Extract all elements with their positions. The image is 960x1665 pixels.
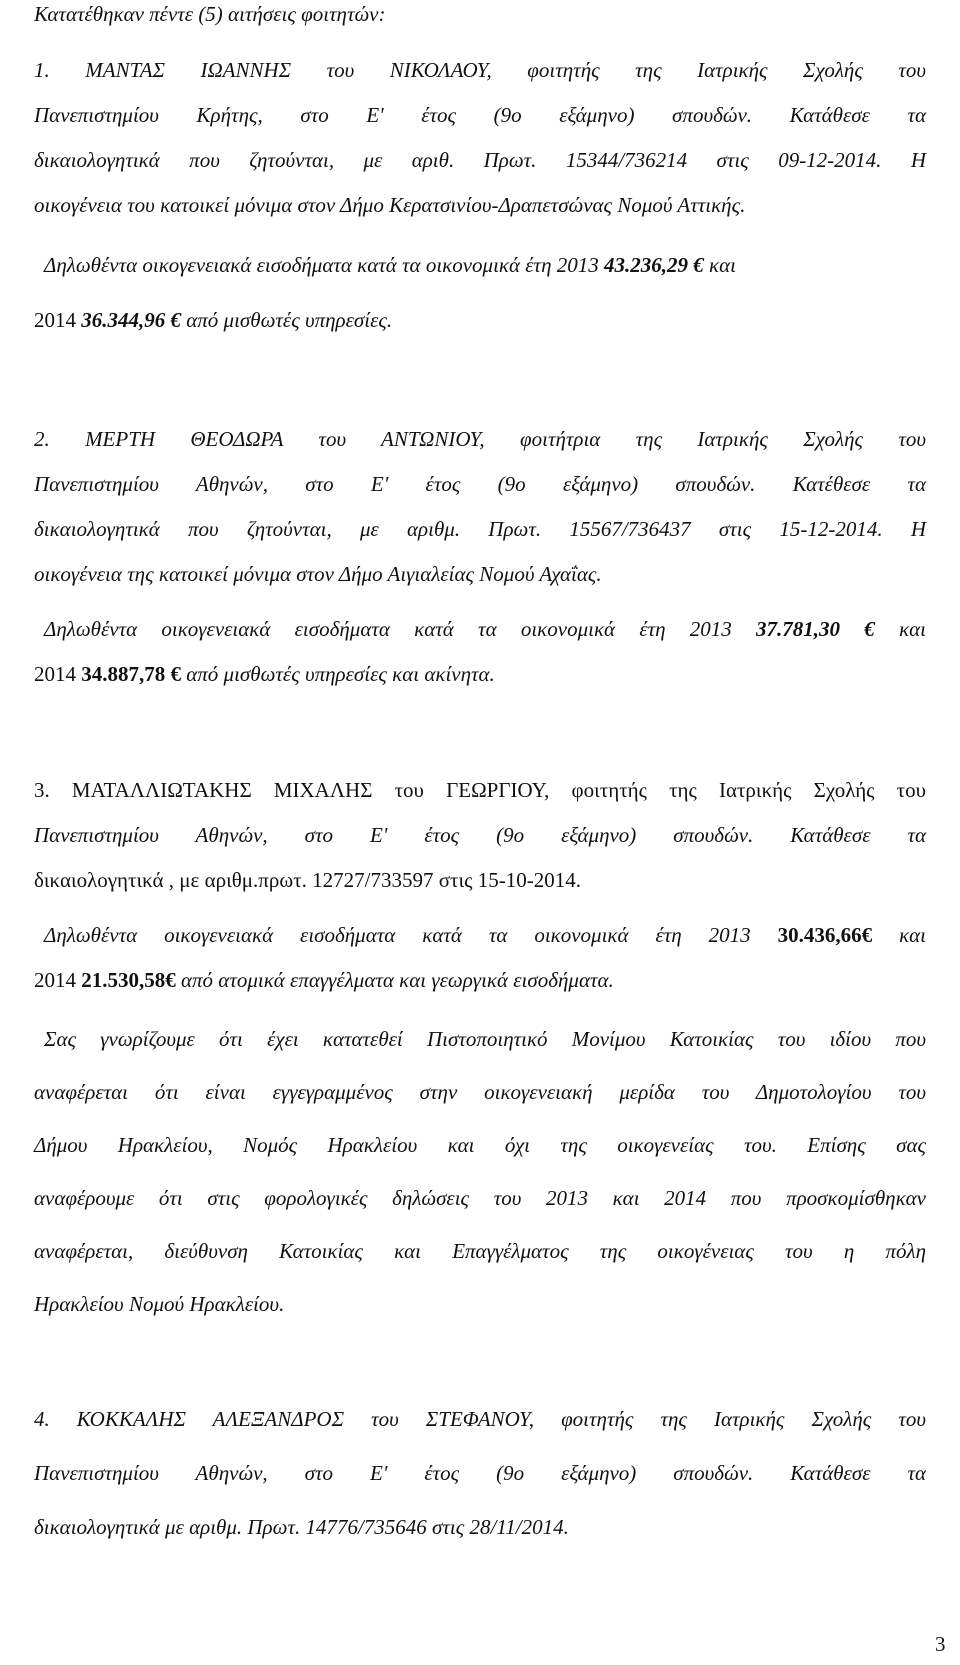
- income-label: Δηλωθέντα οικογενειακά εισοδήματα κατά τα οικονομικά έτη 2013: [44, 923, 751, 947]
- item3-line3: δικαιολογητικά , με αριθμ.πρωτ. 12727/733597 στις 15-10-2014.: [34, 868, 581, 892]
- income-year: 2014: [34, 662, 76, 686]
- income-year: 2014: [34, 308, 76, 332]
- item3-income-line2: [34, 970, 614, 991]
- income-2014-value: 21.530,58€: [81, 968, 176, 992]
- item3-line2: Πανεπιστημίου Αθηνών, στο Ε' έτος (9ο εξάμηνο) σπουδών. Κατάθεσε τα: [34, 823, 926, 847]
- notice-line1: Σας γνωρίζουμε ότι έχει κατατεθεί Πιστοποιητικό Μονίμου Κατοικίας του ιδίου που: [44, 1027, 926, 1051]
- item4-line2: Πανεπιστημίου Αθηνών, στο Ε' έτος (9ο εξάμηνο) σπουδών. Κατάθεσε τα: [34, 1461, 926, 1485]
- item4-line3: δικαιολογητικά με αριθμ. Πρωτ. 14776/735646 στις 28/11/2014.: [34, 1515, 569, 1539]
- income-source: από ατομικά επαγγέλματα και γεωργικά εισοδήματα.: [181, 968, 614, 992]
- item1-line1: 1. ΜΑΝΤΑΣ ΙΩΑΝΝΗΣ του ΝΙΚΟΛΑΟΥ, φοιτητής της Ιατρικής Σχολής του: [34, 58, 926, 82]
- item2-income-line: [44, 619, 926, 640]
- notice-line3: Δήμου Ηρακλείου, Νομός Ηρακλείου και όχι της οικογενείας του. Επίσης σας: [34, 1133, 926, 1157]
- income-connector: και: [899, 923, 926, 947]
- intro-line: Κατατέθηκαν πέντε (5) αιτήσεις φοιτητών:: [34, 2, 386, 26]
- item3-income-line: [44, 925, 926, 946]
- page-number: 3: [935, 1632, 946, 1656]
- income-connector: και: [899, 617, 927, 641]
- income-label: Δηλωθέντα οικογενειακά εισοδήματα κατά τα οικονομικά έτη 2013: [44, 617, 732, 641]
- item1-line2: Πανεπιστημίου Κρήτης, στο Ε' έτος (9ο εξάμηνο) σπουδών. Κατάθεσε τα: [34, 103, 926, 127]
- income-source: από μισθωτές υπηρεσίες.: [186, 308, 393, 332]
- item1-line4: οικογένεια του κατοικεί μόνιμα στον Δήμο Κερατσινίου-Δραπετσώνας Νομού Αττικής.: [34, 193, 746, 217]
- income-2014-value: 36.344,96 €: [81, 308, 181, 332]
- income-2013-value: 30.436,66€: [777, 923, 873, 947]
- item2-line3: δικαιολογητικά που ζητούνται, με αριθμ. Πρωτ. 15567/736437 στις 15-12-2014. Η: [34, 517, 926, 541]
- income-source: από μισθωτές υπηρεσίες και ακίνητα.: [186, 662, 495, 686]
- income-label: Δηλωθέντα οικογενειακά εισοδήματα κατά τα οικονομικά έτη 2013: [44, 253, 599, 277]
- item1-line3: δικαιολογητικά που ζητούνται, με αριθ. Πρωτ. 15344/736214 στις 09-12-2014. Η: [34, 148, 926, 172]
- item2-line1: 2. ΜΕΡΤΗ ΘΕΟΔΩΡΑ του ΑΝΤΩΝΙΟΥ, φοιτήτρια της Ιατρικής Σχολής του: [34, 427, 926, 451]
- income-year: 2014: [34, 968, 76, 992]
- notice-line4: αναφέρουμε ότι στις φορολογικές δηλώσεις του 2013 και 2014 που προσκομίσθηκαν: [34, 1186, 926, 1210]
- income-2013-value: 43.236,29 €: [604, 253, 704, 277]
- notice-line2: αναφέρεται ότι είναι εγγεγραμμένος στην οικογενειακή μερίδα του Δημοτολογίου του: [34, 1080, 926, 1104]
- income-2014-value: 34.887,78 €: [81, 662, 181, 686]
- income-connector: και: [709, 253, 736, 277]
- item4-line1: 4. ΚΟΚΚΑΛΗΣ ΑΛΕΞΑΝΔΡΟΣ του ΣΤΕΦΑΝΟΥ, φοιτητής της Ιατρικής Σχολής του: [34, 1407, 926, 1431]
- item2-line2: Πανεπιστημίου Αθηνών, στο Ε' έτος (9ο εξάμηνο) σπουδών. Κατέθεσε τα: [34, 472, 926, 496]
- item3-line1: 3. ΜΑΤΑΛΛΙΩΤΑΚΗΣ ΜΙΧΑΛΗΣ του ΓΕΩΡΓΙΟΥ, φοιτητής της Ιατρικής Σχολής του: [34, 778, 926, 802]
- notice-line6: Ηρακλείου Νομού Ηρακλείου.: [34, 1292, 285, 1316]
- item2-income-line2: [34, 664, 495, 685]
- item1-income-line: [44, 255, 736, 276]
- item2-line4: οικογένεια της κατοικεί μόνιμα στον Δήμο Αιγιαλείας Νομού Αχαΐας.: [34, 562, 602, 586]
- notice-line5: αναφέρεται, διεύθυνση Κατοικίας και Επαγγέλματος της οικογένειας του η πόλη: [34, 1239, 926, 1263]
- item1-income-line2: [34, 310, 392, 331]
- income-2013-value: 37.781,30 €: [756, 617, 875, 641]
